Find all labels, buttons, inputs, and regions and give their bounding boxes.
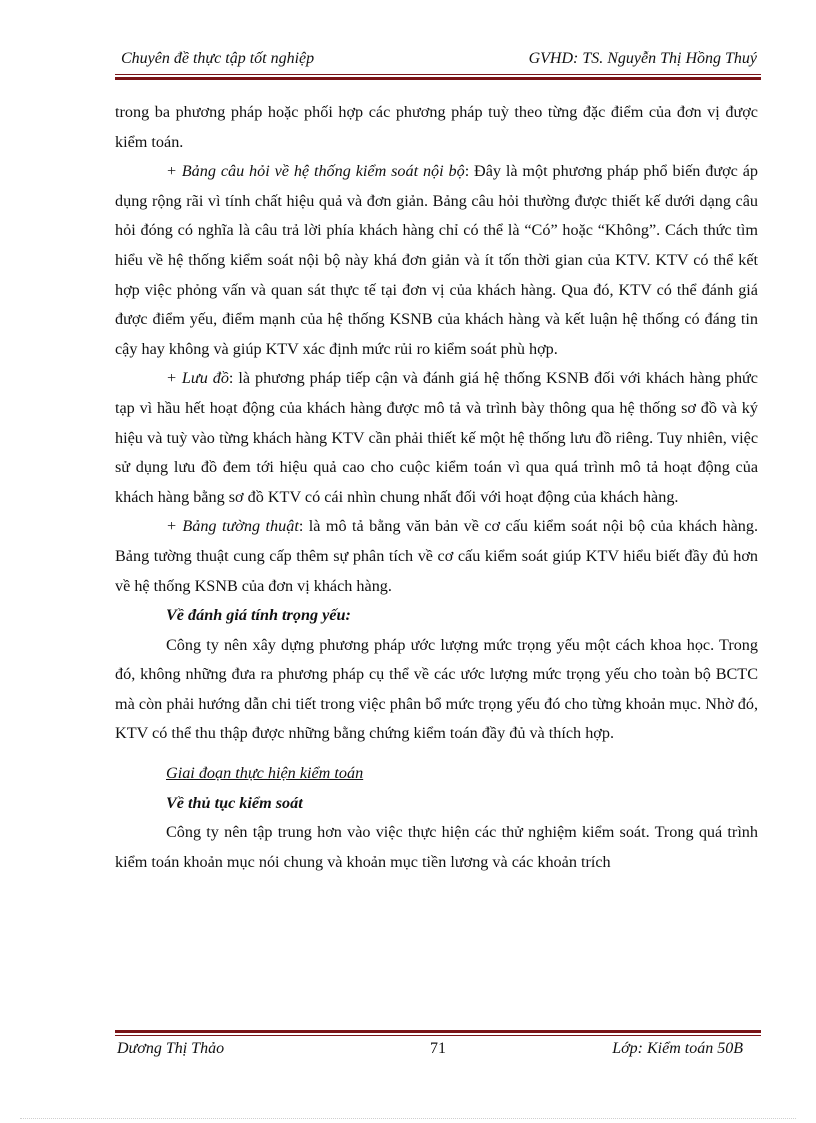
header-rule-thin [115,74,761,75]
paragraph-flowchart [115,364,758,512]
paragraph-control-procedures: Công ty nên tập trung hơn vào việc thực hiện các thử nghiệm kiểm soát. Trong quá trình kiểm toán khoản mục nói chung và khoản mục tiền lương và các khoản trích [115,823,758,871]
header-title: Chuyên đề thực tập tốt nghiệp [121,50,315,67]
page-edge-dotted-line [20,1118,796,1119]
heading-control-procedures: Về thủ tục kiểm soát [166,793,303,812]
page-footer [115,1040,761,1064]
term-narrative: + Bảng tường thuật [166,517,299,536]
paragraph-questionnaire [115,157,758,364]
footer-rule-thick [115,1030,761,1033]
text-narrative: : là mô tả bằng văn bản về cơ cấu kiểm soát nội bộ của khách hàng. Bảng tường thuật cung cấp thêm sự phân tích về cơ cấu kiểm soát giúp KTV hiểu biết đầy đủ hơn về hệ thống KSNB của đơn vị khách hàng. [115,517,759,595]
heading-materiality: Về đánh giá tính trọng yếu: [166,606,351,625]
section-title-execution: Giai đoạn thực hiện kiểm toán [166,764,364,783]
page-header [115,48,761,76]
footer-class: Lớp: Kiểm toán 50B [612,1040,743,1057]
paragraph-1: trong ba phương pháp hoặc phối hợp các phương pháp tuỳ theo từng đặc điểm của đơn vị được kiểm toán. [115,103,758,151]
paragraph-narrative [115,512,758,601]
header-advisor: GVHD: TS. Nguyễn Thị Hồng Thuý [528,50,757,67]
paragraph-materiality: Công ty nên xây dựng phương pháp ước lượng mức trọng yếu một cách khoa học. Trong đó, không những đưa ra phương pháp cụ thể về các ước lượng mức trọng yếu cho toàn bộ BCTC mà còn phải hướng dẫn chi tiết trong việc phân bổ mức trọng yếu đó cho từng khoản mục. Nhờ đó, KTV có thể thu thập được những bằng chứng kiểm toán đầy đủ và thích hợp. [115,635,758,743]
text-questionnaire: : Đây là một phương pháp phổ biến được áp dụng rộng rãi vì tính chất hiệu quả và đơn giản. Bảng câu hỏi thường được thiết kế dưới dạng câu hỏi đóng có nghĩa là câu trả lời phía khách hàng chỉ có thể là “Có” hoặc “Không”. Cách thức tìm hiểu về hệ thống kiểm soát nội bộ này khá đơn giản và ít tốn thời gian của KTV. KTV có thể kết hợp việc phỏng vấn và quan sát thực tế tại đơn vị của khách hàng. Qua đó, KTV có thể đánh giá được điểm yếu, điểm mạnh của hệ thống KSNB của khách hàng và kết luận hệ thống có đáng tin cậy hay không và giúp KTV xác định mức rủi ro kiểm soát phù hợp. [115,162,758,358]
text-flowchart: : là phương pháp tiếp cận và đánh giá hệ thống KSNB đối với khách hàng phức tạp vì hầu hết hoạt động của khách hàng được mô tả và trình bày thông qua hệ thống sơ đồ và ký hiệu và tuỳ vào từng khách hàng KTV cần phải thiết kế một hệ thống lưu đồ riêng. Tuy nhiên, việc sử dụng lưu đồ đem tới hiệu quả cao cho cuộc kiểm toán vì qua quá trình mô tả hoạt động của khách hàng bằng sơ đồ KTV có cái nhìn chung nhất đối với hoạt động của khách hàng. [115,369,758,506]
header-rule-thick [115,77,761,80]
footer-author: Dương Thị Thảo [117,1040,225,1057]
page-number: 71 [430,1040,446,1057]
term-flowchart: + Lưu đồ [166,369,229,388]
footer-rule-thin [115,1035,761,1036]
term-questionnaire: + Bảng câu hỏi về hệ thống kiểm soát nội bộ [166,162,465,181]
page-body [115,98,758,877]
